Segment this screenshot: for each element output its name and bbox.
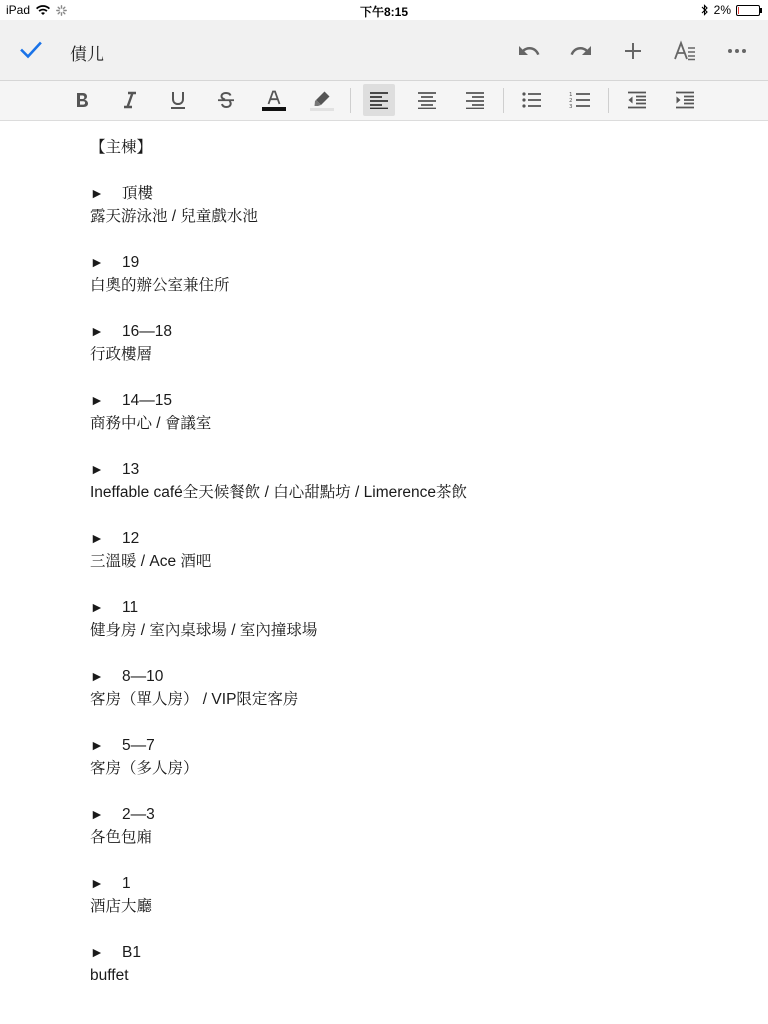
strikethrough-button[interactable] [210,84,242,116]
align-right-button[interactable] [459,84,491,116]
arrow-bullet: ► [90,254,104,270]
undo-icon [517,39,541,63]
floor-description: 行政樓層 [90,346,153,363]
plus-icon [622,40,644,62]
underline-button[interactable] [162,84,194,116]
align-right-icon [465,91,485,109]
floor-entry [90,251,730,297]
floor-description: 各色包廂 [90,829,153,846]
floor-description: 客房（多人房） [90,760,199,777]
underline-icon [169,90,187,110]
floor-number: 11 [122,599,139,616]
section-heading: 【主棟】 [90,139,153,156]
decrease-indent-icon [627,91,647,109]
more-horizontal-icon [727,48,747,54]
align-left-icon [369,91,389,109]
floor-number: 19 [122,254,140,271]
floor-number: 頂樓 [122,185,154,202]
floor-label [90,803,730,826]
highlight-color-button[interactable] [306,84,338,116]
align-center-icon [417,91,437,109]
floor-label [90,941,730,964]
floor-description: 健身房 / 室內桌球場 / 室內撞球場 [90,622,318,639]
svg-text:1: 1 [569,92,573,98]
floor-label [90,182,730,205]
arrow-bullet: ► [90,944,104,960]
bluetooth-icon [701,4,709,16]
status-time: 下午8:15 [359,5,409,19]
floor-label [90,320,730,343]
floor-number: 12 [122,530,140,547]
toolbar-divider [503,88,504,113]
document-body[interactable] [90,136,730,1010]
floor-number: 14—15 [122,392,172,409]
align-left-button[interactable] [363,84,395,116]
bulleted-list-button[interactable] [516,84,548,116]
arrow-bullet: ► [90,461,104,477]
toolbar-divider [350,88,351,113]
floor-entry [90,527,730,573]
floor-number: 5—7 [122,737,155,754]
bulleted-list-icon [522,92,542,108]
floor-entry [90,734,730,780]
floor-entry [90,941,730,987]
floor-description: 酒店大廳 [90,898,153,915]
floor-number: 8—10 [122,668,164,685]
floor-list [90,182,730,987]
battery-icon [736,5,760,16]
floor-description: Ineffable café全天候餐飲 / 白心甜點坊 / Limerence茶飲 [90,484,467,501]
floor-number: 13 [122,461,140,478]
app-bar [0,20,768,81]
document-title[interactable]: 債儿 [70,45,104,64]
floor-label [90,596,730,619]
floor-number: B1 [122,944,141,961]
check-icon [18,38,44,62]
floor-label [90,389,730,412]
italic-button[interactable] [114,84,146,116]
arrow-bullet: ► [90,875,104,891]
text-color-icon [262,88,286,112]
floor-label [90,872,730,895]
battery-percent: 2% [713,3,731,17]
floor-entry [90,320,730,366]
arrow-bullet: ► [90,737,104,753]
floor-label [90,665,730,688]
floor-description: 白奧的辦公室兼住所 [90,277,230,294]
floor-entry [90,182,730,228]
increase-indent-icon [675,91,695,109]
redo-icon [569,39,593,63]
text-format-button[interactable] [668,34,702,68]
floor-description: 三溫暖 / Ace 酒吧 [90,553,212,570]
align-center-button[interactable] [411,84,443,116]
arrow-bullet: ► [90,323,104,339]
floor-number: 16—18 [122,323,172,340]
increase-indent-button[interactable] [669,84,701,116]
floor-entry [90,665,730,711]
floor-entry [90,803,730,849]
toolbar-divider [608,88,609,113]
numbered-list-icon [569,91,591,109]
floor-entry [90,872,730,918]
highlighter-icon [310,88,334,112]
svg-text:3: 3 [569,104,573,109]
undo-button[interactable] [512,34,546,68]
floor-entry [90,596,730,642]
floor-label [90,458,730,481]
arrow-bullet: ► [90,668,104,684]
floor-description: buffet [90,967,129,984]
arrow-bullet: ► [90,185,104,201]
arrow-bullet: ► [90,392,104,408]
floor-description: 客房（單人房） / VIP限定客房 [90,691,299,708]
floor-number: 1 [122,875,131,892]
text-color-button[interactable] [258,84,290,116]
bold-button[interactable] [66,84,98,116]
floor-description: 商務中心 / 會議室 [90,415,212,432]
arrow-bullet: ► [90,806,104,822]
device-label: iPad [6,3,31,17]
italic-icon [122,91,138,109]
bold-icon [74,91,90,109]
strikethrough-icon [217,91,235,109]
decrease-indent-button[interactable] [621,84,653,116]
floor-label [90,251,730,274]
formatting-toolbar [0,81,768,121]
done-check-button[interactable] [18,38,44,62]
more-options-button[interactable] [720,34,754,68]
arrow-bullet: ► [90,530,104,546]
arrow-bullet: ► [90,599,104,615]
status-bar [0,0,768,20]
insert-button[interactable] [616,34,650,68]
numbered-list-button[interactable] [564,84,596,116]
floor-number: 2—3 [122,806,155,823]
floor-label [90,734,730,757]
floor-entry [90,389,730,435]
redo-button[interactable] [564,34,598,68]
text-format-icon [673,40,697,62]
floor-label [90,527,730,550]
floor-entry [90,458,730,504]
floor-description: 露天游泳池 / 兒童戲水池 [90,208,258,225]
svg-text:2: 2 [569,98,573,104]
